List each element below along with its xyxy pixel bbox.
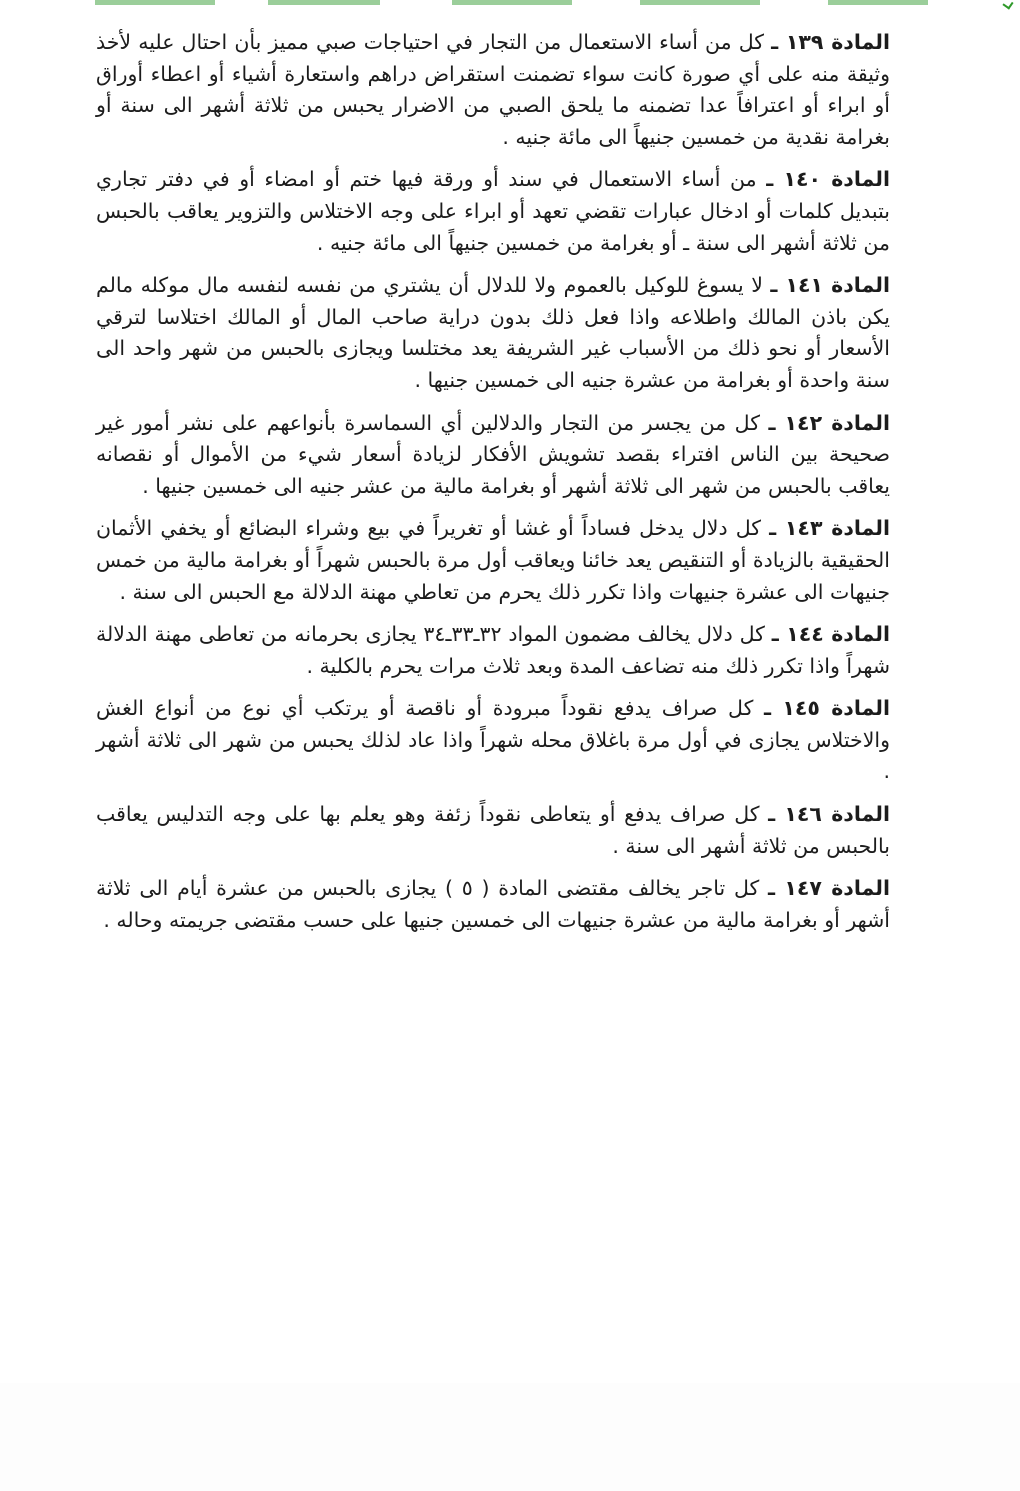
article-text: من أساء الاستعمال في سند أو ورقة فيها ختم أو امضاء أو في دفتر تجاري بتبديل كلمات أو ادخال عبارات تقضي تعهد أو ابراء على وجه الاختلاس والتزوير يعاقب بالحبس من ثلاثة أشهر الى سنة ـ أو بغرامة من خمسين جنيهاً الى مائة جنيه . (96, 167, 890, 255)
article-142 (96, 408, 890, 503)
article-heading: المادة ١٤٣ ـ (769, 516, 890, 541)
article-text: كل من يجسر من التجار والدلالين أي السماسرة بأنواعهم على نشر أمور غير صحيحة بين الناس افتراء بقصد تشويش الأفكار لزيادة أسعار شيء من الأموال أو نقصانه يعاقب بالحبس من شهر الى ثلاثة أشهر أو بغرامة مالية من عشر جنيه الى خمسين جنيها . (96, 410, 890, 498)
article-paragraph (96, 619, 890, 682)
article-paragraph (96, 873, 890, 936)
article-147 (96, 873, 890, 936)
article-text: كل صراف يدفع نقوداً مبرودة أو ناقصة أو يرتكب أي نوع من أنواع الغش والاختلاس يجازى في أول مرة باغلاق محله شهراً واذا عاد لذلك يحبس من شهر الى ثلاثة أشهر . (96, 696, 890, 784)
article-139 (96, 27, 890, 153)
article-paragraph (96, 513, 890, 608)
article-141 (96, 270, 890, 396)
article-heading: المادة ١٤٥ ـ (764, 696, 890, 721)
document-body (96, 27, 890, 947)
scan-strip (828, 0, 928, 5)
article-text: كل صراف يدفع أو يتعاطى نقوداً زئفة وهو يعلم بها على وجه التدليس يعاقب بالحبس من ثلاثة أشهر الى سنة . (96, 802, 890, 858)
scan-strip (95, 0, 215, 5)
article-paragraph (96, 27, 890, 153)
article-paragraph (96, 164, 890, 259)
scan-strip (268, 0, 380, 5)
article-144 (96, 619, 890, 682)
article-145 (96, 693, 890, 788)
article-text: كل تاجر يخالف مقتضى المادة ( ٥ ) يجازى بالحبس من عشرة أيام الى ثلاثة أشهر أو بغرامة مالية من عشرة جنيهات الى خمسين جنيها على حسب مقتضى جريمته وحاله . (96, 876, 890, 932)
blank-page-bottom (0, 1383, 1020, 1491)
article-heading: المادة ١٤٦ ـ (768, 802, 890, 827)
article-paragraph (96, 408, 890, 503)
scan-strip (640, 0, 760, 5)
article-paragraph (96, 693, 890, 788)
article-text: كل دلال يدخل فساداً أو غشا أو تغريراً في بيع وشراء البضائع أو يخفي الأثمان الحقيقية بالزيادة أو التنقيص يعد خائنا ويعاقب أول مرة بالحبس شهراً أو بغرامة مالية من خمس جنيهات الى عشرة جنيهات واذا تكرر ذلك يحرم من تعاطي مهنة الدلالة مع الحبس الى سنة . (96, 516, 890, 604)
article-140 (96, 164, 890, 259)
article-heading: المادة ١٤٢ ـ (768, 410, 890, 435)
article-146 (96, 799, 890, 862)
article-text: كل دلال يخالف مضمون المواد ٣٢ـ٣٣ـ٣٤ يجازى بحرمانه من تعاطى مهنة الدلالة شهراً واذا تكرر ذلك منه تضاعف المدة وبعد ثلاث مرات يحرم بالكلية . (96, 622, 890, 678)
article-heading: المادة ١٤١ ـ (770, 273, 890, 298)
article-143 (96, 513, 890, 608)
scan-strip (452, 0, 572, 5)
article-text: لا يسوغ للوكيل بالعموم ولا للدلال أن يشتري من نفسه لنفسه مال موكله مالم يكن باذن المالك واطلاعه واذا فعل ذلك بدون دراية صاحب المال أو المالك اختلاسا لترقي الأسعار أو نحو ذلك من الأسباب غير الشريفة يعد مختلسا ويجازى بالحبس من شهر واحد الى سنة واحدة أو بغرامة من عشرة جنيه الى خمسين جنيها . (96, 273, 890, 392)
top-scan-band (0, 0, 1020, 10)
article-heading: المادة ١٤٤ ـ (771, 622, 890, 647)
article-heading: المادة ١٣٩ ـ (771, 30, 890, 54)
article-heading: المادة ١٤٠ ـ (766, 167, 890, 192)
article-heading: المادة ١٤٧ ـ (767, 876, 890, 901)
article-text: كل من أساء الاستعمال من التجار في احتياجات صبي مميز بأن احتال عليه لأخذ وثيقة منه على أي صورة كانت سواء تضمنت استقراض دراهم واستعارة أشياء أو اعطاء أوراق أو ابراء أو اعترافاً عدا تضمنه ما يلحق الصبي من الاضرار يحبس من ثلاثة أشهر الى سنة أو بغرامة نقدية من خمسين جنيهاً الى مائة جنيه . (96, 30, 890, 149)
article-paragraph (96, 799, 890, 862)
article-paragraph (96, 270, 890, 396)
